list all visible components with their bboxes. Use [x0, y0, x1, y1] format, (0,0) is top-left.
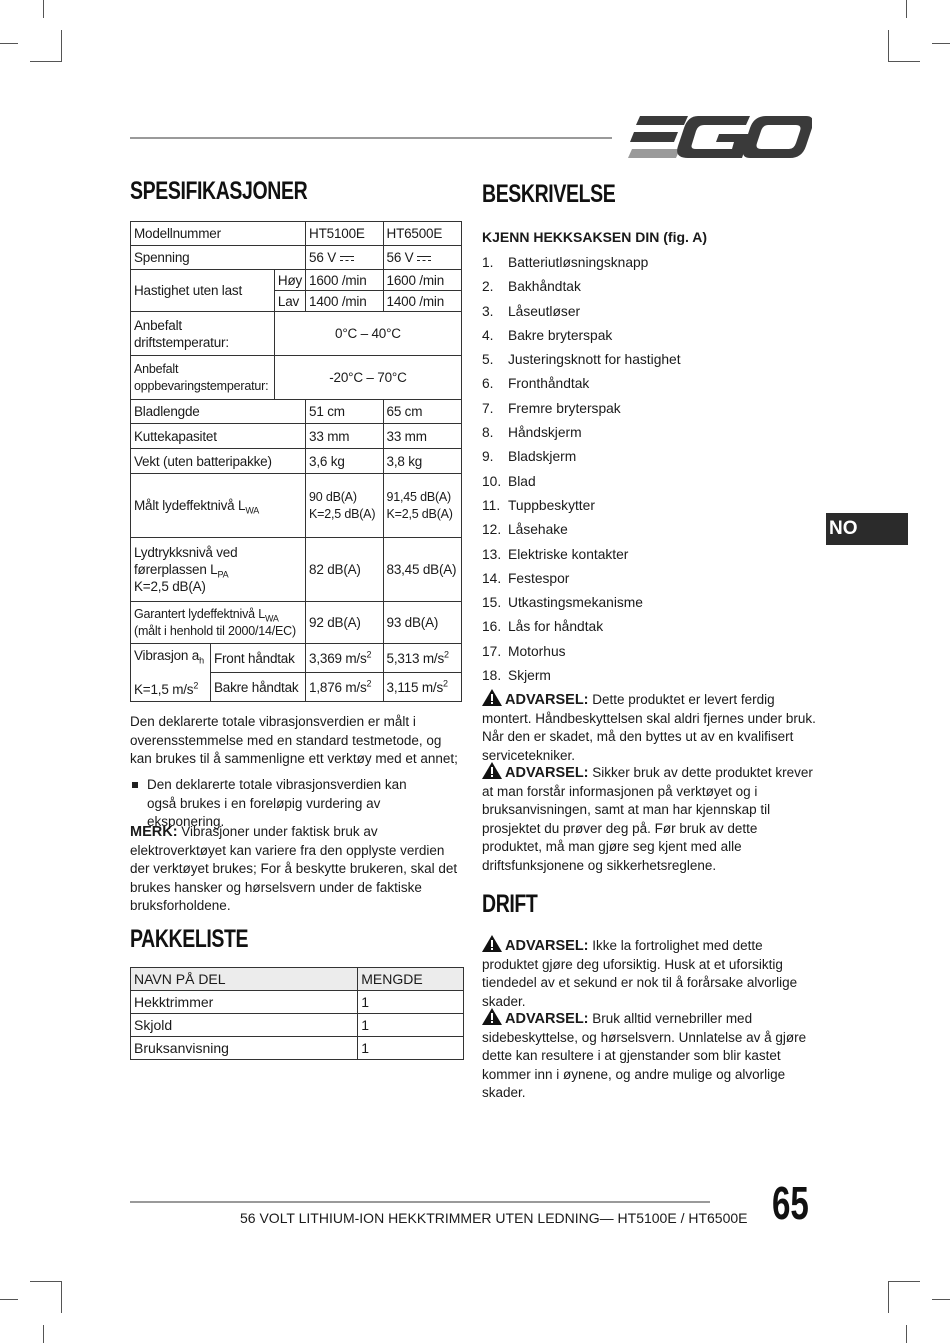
guaranteed-1: 92 dB(A)	[306, 602, 383, 644]
crop-mark-bl-v2	[61, 1281, 62, 1313]
table-row	[131, 246, 462, 270]
warning-triangle-icon	[482, 689, 502, 706]
warning-label: ADVARSEL:	[505, 765, 589, 781]
warning-label: ADVARSEL:	[505, 938, 589, 954]
language-tab: NO	[826, 513, 908, 545]
storage-temp-label-2: oppbevaringstemperatur:	[134, 378, 269, 393]
voltage-1: 56 V	[309, 250, 337, 265]
list-item-number: 7.	[482, 400, 494, 416]
speed-high-label: Høy	[274, 270, 305, 291]
list-item-text: Justeringsknott for hastighet	[508, 352, 681, 368]
model-label: Modellnummer	[131, 222, 306, 246]
guaranteed-2: 93 dB(A)	[383, 602, 461, 644]
footer-title: 56 VOLT LITHIUM-ION HEKKTRIMMER UTEN LEDNING— HT5100E / HT6500E	[240, 1210, 748, 1226]
merk-text: Vibrasjoner under faktisk bruk av elektroverktøyet kan variere fra den opplyste verdien der verktøyet brukes; For å beskytte brukeren, skal det brukes hansker og hørselsvern under de faktiske bruksforholdene.	[130, 824, 458, 913]
part-name: Skjold	[131, 1014, 358, 1037]
rear-handle-label: Bakre håndtak	[210, 673, 305, 702]
list-item	[482, 494, 681, 518]
measured-power-2a: 91,45 dB(A)	[386, 489, 452, 504]
page-number: 65	[772, 1177, 809, 1229]
vibration-label-text: Vibrasjon a	[134, 648, 200, 663]
vibration-paragraph: Den deklarerte totale vibrasjonsverdien er målt i overensstemmelse med en standard testmetode, og kan brukes til å sammenligne ett verktøy med et annet;	[130, 714, 458, 766]
speed-low-2: 1400 /min	[383, 291, 461, 312]
list-item-number: 2.	[482, 279, 494, 295]
blade-length-label: Bladlengde	[131, 400, 306, 424]
crop-mark-br-v2	[888, 1281, 889, 1313]
crop-mark-br-h2	[888, 1281, 920, 1282]
crop-mark-bl-v	[43, 1325, 44, 1343]
speed-low-label: Lav	[274, 291, 305, 312]
list-item-text: Tuppbeskytter	[508, 497, 595, 513]
list-item-number: 12.	[482, 522, 502, 538]
list-item	[482, 518, 681, 542]
table-row	[131, 449, 462, 474]
list-item-text: Håndskjerm	[508, 425, 582, 441]
guaranteed-label-1: Garantert lydeffektnivå L	[134, 606, 265, 621]
list-item-text: Fronthåndtak	[508, 376, 590, 392]
front-handle-cell-2	[383, 644, 461, 673]
part-name: Hekktrimmer	[131, 991, 358, 1014]
list-item-text: Motorhus	[508, 643, 566, 659]
list-item-number: 13.	[482, 546, 502, 562]
pressure-label-1: Lydtrykksnivå ved	[134, 545, 238, 560]
list-item	[482, 397, 681, 421]
list-item-text: Bakhåndtak	[508, 279, 581, 295]
voltage-cell-1	[306, 246, 383, 270]
voltage-2: 56 V	[386, 250, 414, 265]
list-item-text: Fremre bryterspak	[508, 400, 621, 416]
rear-handle-2-sup: 2	[443, 678, 448, 688]
measured-power-1b: K=2,5 dB(A)	[309, 506, 376, 521]
list-item-number: 6.	[482, 376, 494, 392]
warning-text: Bruk alltid vernebriller med sidebeskyttelse, og hørselsvern. Unnlatelse av å gjøre dette kan resultere i at gjenstander som blir kastet kommer inn i øynene, og andre mulige og alvorlige skader.	[482, 1011, 807, 1100]
merk-paragraph	[130, 823, 465, 916]
list-item	[482, 543, 681, 567]
specifications-title: SPESIFIKASJONER	[130, 177, 308, 205]
weight-label: Vekt (uten batteripakke)	[131, 449, 306, 474]
speed-high-1: 1600 /min	[306, 270, 383, 291]
specifications-table	[130, 221, 462, 702]
measured-power-2b: K=2,5 dB(A)	[386, 506, 453, 521]
list-item-text: Batteriutløsningsknapp	[508, 255, 649, 270]
storage-temp-value: -20°C – 70°C	[274, 356, 461, 400]
pressure-label-2: førerplassen L	[134, 562, 218, 577]
bullet-square-icon	[132, 782, 138, 788]
table-row	[131, 602, 462, 644]
list-item-number: 17.	[482, 643, 502, 659]
package-list-title: PAKKELISTE	[130, 925, 249, 953]
warning-goggles	[482, 1008, 817, 1103]
rear-handle-cell-2	[383, 673, 461, 702]
crop-mark-tl-v	[43, 0, 44, 18]
list-item-number: 9.	[482, 449, 494, 465]
warning-label: ADVARSEL:	[505, 1011, 589, 1027]
rear-handle-1-sup: 2	[366, 678, 372, 688]
list-item-number: 14.	[482, 570, 502, 586]
list-item	[482, 300, 681, 324]
table-row	[131, 356, 462, 400]
list-item	[482, 445, 681, 469]
list-item-number: 11.	[482, 497, 501, 513]
merk-label: MERK:	[130, 824, 178, 840]
rear-handle-1: 1,876 m/s	[309, 679, 367, 695]
crop-mark-bl-h	[0, 1299, 18, 1300]
speed-high-2: 1600 /min	[383, 270, 461, 291]
measured-power-cell-2	[383, 474, 461, 538]
table-row	[131, 474, 462, 538]
crop-mark-tr-h2	[888, 61, 920, 62]
pressure-1: 82 dB(A)	[306, 538, 383, 602]
list-item	[482, 615, 681, 639]
description-subtitle: KJENN HEKKSAKSEN DIN (fig. A)	[482, 229, 708, 245]
table-row	[131, 424, 462, 449]
model-2: HT6500E	[383, 222, 461, 246]
front-handle-label: Front håndtak	[210, 644, 305, 673]
list-item-number: 5.	[482, 352, 494, 368]
warning-safe-use	[482, 762, 817, 875]
voltage-cell-2	[383, 246, 461, 270]
list-item-text: Lås for håndtak	[508, 619, 604, 635]
crop-mark-tl-v2	[61, 30, 62, 62]
ego-logo	[628, 116, 812, 158]
table-row	[131, 1014, 464, 1037]
package-list-table	[130, 967, 464, 1060]
list-item-number: 18.	[482, 668, 502, 684]
rear-handle-2: 3,115 m/s	[386, 679, 443, 695]
op-temp-label	[131, 312, 275, 356]
list-item	[482, 664, 681, 688]
table-row	[131, 312, 462, 356]
list-item-text: Låsehake	[508, 522, 568, 538]
header-quantity: MENGDE	[358, 968, 464, 991]
guaranteed-sub: WA	[264, 613, 279, 623]
front-handle-cell-1	[306, 644, 383, 673]
measured-power-cell-1	[306, 474, 383, 538]
model-1: HT5100E	[306, 222, 383, 246]
part-quantity: 1	[358, 991, 464, 1014]
part-quantity: 1	[358, 1014, 464, 1037]
dc-symbol-icon	[340, 256, 354, 261]
parts-list	[482, 251, 681, 688]
crop-mark-br-v	[906, 1325, 907, 1343]
pressure-sub: PA	[217, 569, 229, 580]
list-item-text: Elektriske kontakter	[508, 546, 629, 562]
table-row	[131, 400, 462, 424]
cut-capacity-1: 33 mm	[306, 424, 383, 449]
vibration-k-sup: 2	[193, 680, 199, 691]
footer-rule	[130, 1201, 710, 1203]
crop-mark-tr-v	[906, 0, 907, 18]
dc-symbol-icon	[417, 256, 431, 261]
header-part-name: NAVN PÅ DEL	[131, 968, 358, 991]
blade-length-2: 65 cm	[383, 400, 461, 424]
list-item-number: 10.	[482, 473, 502, 489]
crop-mark-br-h	[932, 1299, 950, 1300]
list-item	[482, 591, 681, 615]
list-item-text: Utkastingsmekanisme	[508, 595, 643, 611]
pressure-2: 83,45 dB(A)	[383, 538, 461, 602]
crop-mark-tl-h2	[30, 61, 62, 62]
pressure-label-3: K=2,5 dB(A)	[134, 579, 206, 594]
front-handle-1-sup: 2	[366, 649, 372, 659]
pressure-label	[131, 538, 306, 602]
warning-triangle-icon	[482, 935, 502, 952]
list-item-number: 16.	[482, 619, 502, 635]
list-item	[482, 275, 681, 299]
list-item-text: Blad	[508, 473, 536, 489]
list-item-number: 3.	[482, 303, 494, 319]
op-temp-label-2: driftstemperatur:	[134, 334, 229, 350]
warning-familiarity	[482, 935, 817, 1011]
operation-title: DRIFT	[482, 890, 538, 918]
list-item-text: Bakre bryterspak	[508, 327, 613, 343]
cut-capacity-label: Kuttekapasitet	[131, 424, 306, 449]
guaranteed-label-2: (målt i henhold til 2000/14/EC)	[134, 623, 296, 638]
list-item-text: Skjerm	[508, 668, 551, 684]
description-title: BESKRIVELSE	[482, 180, 616, 208]
table-row	[131, 644, 462, 673]
table-row	[131, 222, 462, 246]
list-item-text: Låseutløser	[508, 303, 581, 319]
header-rule	[130, 137, 612, 139]
crop-mark-tr-v2	[888, 30, 889, 62]
table-row	[131, 270, 462, 291]
measured-power-1a: 90 dB(A)	[309, 489, 357, 504]
warning-assembled	[482, 689, 817, 765]
warning-text: Sikker bruk av dette produktet krever at man forstår informasjonen på verktøyet og i bruksanvisningen, samt at man har kjennskap til prosjektet du prøver deg på. Før bruk av dette produktet, må man gjøre seg kjent med alle driftsfunksjonene og sikkerhetsreglene.	[482, 765, 813, 873]
table-row	[131, 1037, 464, 1060]
storage-temp-label-1: Anbefalt	[134, 361, 179, 376]
list-item	[482, 324, 681, 348]
vibration-sub: h	[199, 655, 204, 666]
table-row	[131, 538, 462, 602]
list-item-number: 8.	[482, 425, 494, 441]
cut-capacity-2: 33 mm	[383, 424, 461, 449]
measured-power-label-text: Målt lydeffektnivå L	[134, 498, 246, 513]
op-temp-value: 0°C – 40°C	[274, 312, 461, 356]
warning-label: ADVARSEL:	[505, 692, 589, 708]
list-item-text: Bladskjerm	[508, 449, 577, 465]
blade-length-1: 51 cm	[306, 400, 383, 424]
front-handle-2: 5,313 m/s	[386, 650, 444, 666]
list-item	[482, 470, 681, 494]
storage-temp-label	[131, 356, 275, 400]
warning-text: Dette produktet er levert ferdig montert. Håndbeskyttelsen skal aldri fjernes under bruk. Når den er skadet, må den byttes ut av en kvalifisert servicetekniker.	[482, 692, 816, 763]
rear-handle-cell-1	[306, 673, 383, 702]
weight-1: 3,6 kg	[306, 449, 383, 474]
table-row	[131, 991, 464, 1014]
speed-low-1: 1400 /min	[306, 291, 383, 312]
list-item-text: Festespor	[508, 570, 570, 586]
list-item-number: 1.	[482, 255, 494, 270]
vibration-k: K=1,5 m/s	[134, 682, 194, 697]
list-item	[482, 251, 681, 275]
warning-text: Ikke la fortrolighet med dette produktet gjøre deg uforsiktig. Husk at et uforsiktig tiendedel av et sekund er nok til å forårsake alvorlige skader.	[482, 938, 798, 1009]
crop-mark-tr-h	[932, 43, 950, 44]
list-item	[482, 421, 681, 445]
front-handle-2-sup: 2	[444, 649, 449, 659]
list-item	[482, 640, 681, 664]
weight-2: 3,8 kg	[383, 449, 461, 474]
part-quantity: 1	[358, 1037, 464, 1060]
list-item	[482, 348, 681, 372]
measured-power-sub: WA	[245, 505, 260, 516]
list-item	[482, 372, 681, 396]
op-temp-label-1: Anbefalt	[134, 317, 182, 333]
guaranteed-label	[131, 602, 306, 644]
crop-mark-tl-h	[0, 43, 18, 44]
speed-label: Hastighet uten last	[131, 270, 275, 312]
warning-triangle-icon	[482, 1008, 502, 1025]
list-item-number: 15.	[482, 595, 502, 611]
table-header-row	[131, 968, 464, 991]
list-item	[482, 567, 681, 591]
list-item-number: 4.	[482, 327, 494, 343]
voltage-label: Spenning	[131, 246, 306, 270]
measured-power-label	[131, 474, 306, 538]
vibration-bullet-text: Den deklarerte totale vibrasjonsverdien kan også brukes i en foreløpig vurdering av eksponering.	[147, 777, 407, 829]
part-name: Bruksanvisning	[131, 1037, 358, 1060]
front-handle-1: 3,369 m/s	[309, 650, 367, 666]
vibration-label	[131, 644, 211, 702]
warning-triangle-icon	[482, 762, 502, 779]
crop-mark-bl-h2	[30, 1281, 62, 1282]
